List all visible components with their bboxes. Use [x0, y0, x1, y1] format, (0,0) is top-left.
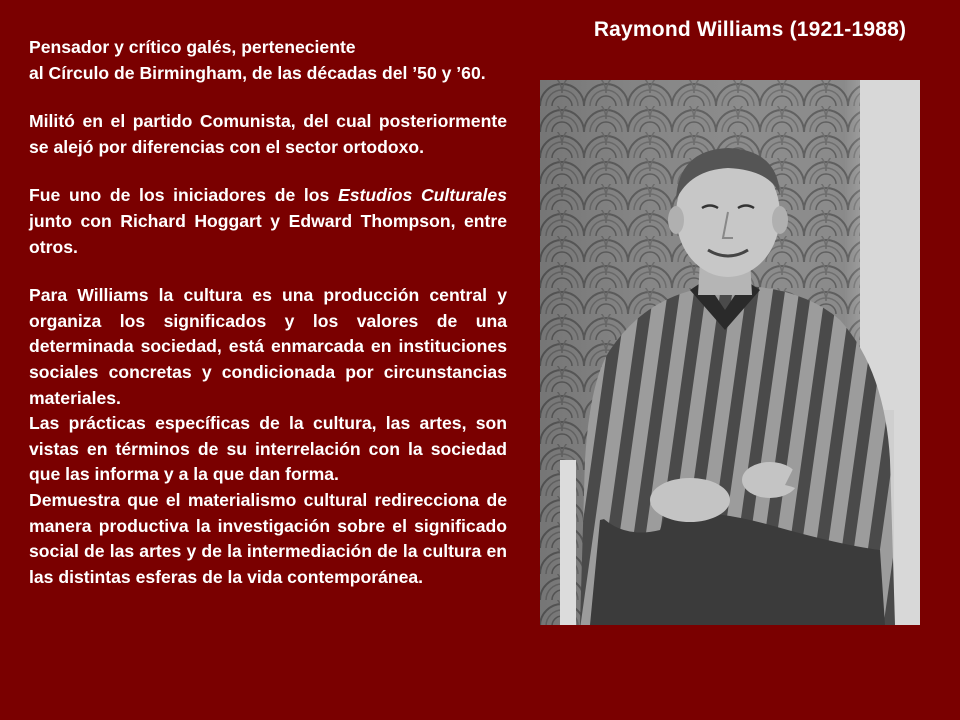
slide-title: Raymond Williams (1921-1988)	[593, 18, 907, 41]
paragraph-3-italic: Estudios Culturales	[338, 185, 507, 206]
paragraph-4: Para Williams la cultura es una producción central y organiza los significados y los valores de una determinada sociedad, está enmarcada en instituciones sociales concretas y condicionada por circunstancias materiales.	[29, 285, 507, 408]
portrait-illustration	[540, 80, 920, 625]
paragraph-1-line-1: Pensador y crítico galés, perteneciente	[29, 37, 356, 57]
paragraph-5: Las prácticas específicas de la cultura, las artes, son vistas en términos de su interrelación con la sociedad que las informa y a la que dan forma.	[29, 413, 507, 485]
portrait-photo	[540, 80, 920, 625]
body-text	[29, 35, 507, 590]
paragraph-3-start: Fue uno de los iniciadores de los	[29, 185, 338, 206]
paragraph-3	[29, 183, 507, 260]
paragraph-3-end: junto con Richard Hoggart y Edward Thompson, entre otros.	[29, 210, 507, 257]
paragraph-1: al Círculo de Birmingham, de las décadas del ’50 y ’60.	[29, 62, 486, 83]
paragraph-2: Militó en el partido Comunista, del cual posteriormente se alejó por diferencias con el sector ortodoxo.	[29, 111, 507, 157]
paragraph-6: Demuestra que el materialismo cultural redirecciona de manera productiva la investigación sobre el significado social de las artes y de la intermediación de la cultura en las distintas esferas de la vida contemporánea.	[29, 489, 507, 587]
